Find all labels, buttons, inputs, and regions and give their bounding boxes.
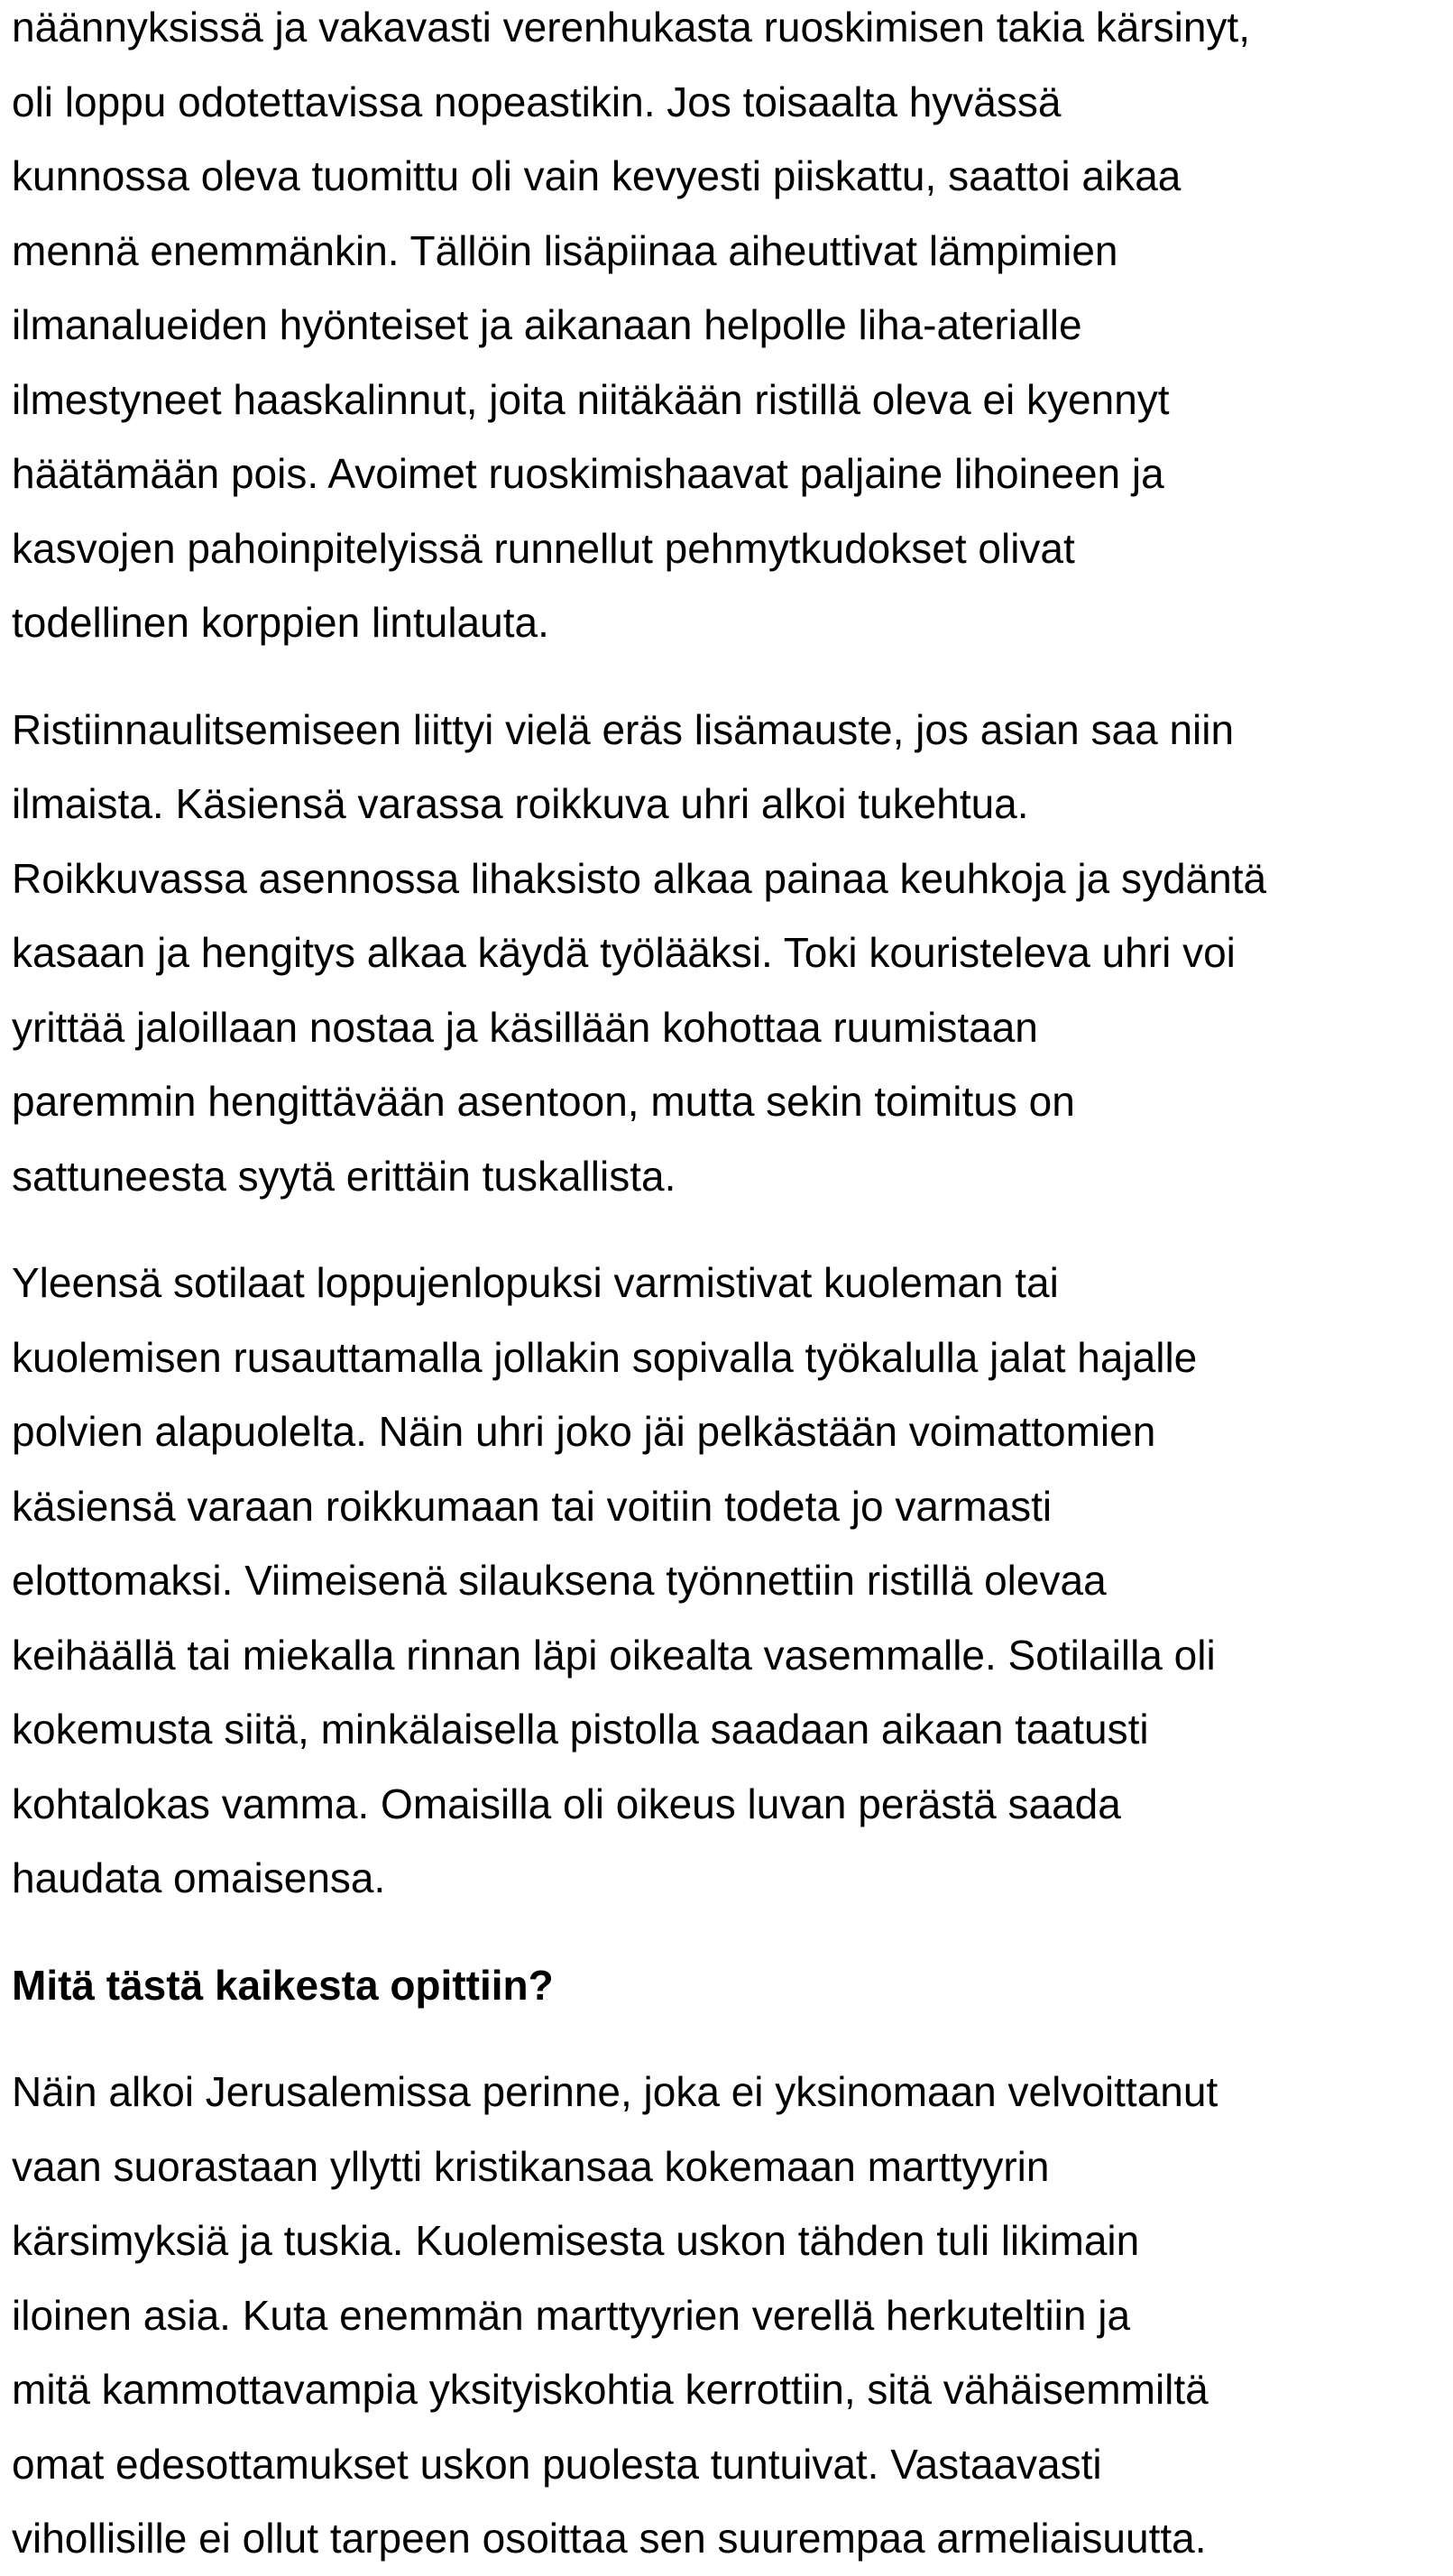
text-line: vihollisille ei ollut tarpeen osoittaa sen suurempaa armeliaisuutta. <box>12 2515 1207 2562</box>
text-line: ilmanalueiden hyönteiset ja aikanaan helpolle liha-aterialle <box>12 301 1082 348</box>
text-line: kasvojen pahoinpitelyissä runnellut pehmytkudokset olivat <box>12 524 1075 572</box>
text-line: kunnossa oleva tuomittu oli vain kevyesti piiskattu, saattoi aikaa <box>12 152 1182 199</box>
text-line: yrittää jaloillaan nostaa ja käsillään kohottaa ruumistaan <box>12 1003 1038 1051</box>
text-line: vaan suorastaan yllytti kristikansaa kokemaan marttyyrin <box>12 2142 1050 2190</box>
paragraph-3 <box>12 1246 1446 1916</box>
text-line: polvien alapuolelta. Näin uhri joko jäi pelkästään voimattomien <box>12 1408 1156 1455</box>
text-line: sattuneesta syytä erittäin tuskallista. <box>12 1152 676 1200</box>
article-body <box>12 0 1446 2576</box>
section-heading: Mitä tästä kaikesta opittiin? <box>12 1961 554 2009</box>
text-line: haudata omaisensa. <box>12 1854 386 1901</box>
paragraph-1 <box>12 0 1446 660</box>
text-line: Yleensä sotilaat loppujenlopuksi varmistivat kuoleman tai <box>12 1259 1059 1306</box>
text-line: häätämään pois. Avoimet ruoskimishaavat paljaine lihoineen ja <box>12 450 1164 497</box>
text-line: paremmin hengittävään asentoon, mutta sekin toimitus on <box>12 1078 1075 1125</box>
text-line: ilmestyneet haaskalinnut, joita niitäkään ristillä oleva ei kyennyt <box>12 375 1170 423</box>
text-line: kohtalokas vamma. Omaisilla oli oikeus luvan perästä saada <box>12 1780 1121 1827</box>
text-line: oli loppu odotettavissa nopeastikin. Jos toisaalta hyvässä <box>12 78 1062 125</box>
text-line: näännyksissä ja vakavasti verenhukasta ruoskimisen takia kärsinyt, <box>12 4 1250 51</box>
text-line: todellinen korppien lintulauta. <box>12 599 549 646</box>
text-line: mennä enemmänkin. Tällöin lisäpiinaa aiheuttivat lämpimien <box>12 226 1118 274</box>
text-line: käsiensä varaan roikkumaan tai voitiin todeta jo varmasti <box>12 1482 1053 1530</box>
text-line: Näin alkoi Jerusalemissa perinne, joka ei yksinomaan velvoittanut <box>12 2068 1218 2115</box>
text-line: kärsimyksiä ja tuskia. Kuolemisesta uskon tähden tuli likimain <box>12 2217 1140 2264</box>
text-line: Ristiinnaulitsemiseen liittyi vielä eräs lisämauste, jos asian saa niin <box>12 705 1235 753</box>
text-line: kasaan ja hengitys alkaa käydä työlääksi. Toki kouristeleva uhri voi <box>12 929 1236 976</box>
text-line: iloinen asia. Kuta enemmän marttyyrien verellä herkuteltiin ja <box>12 2291 1131 2339</box>
text-line: omat edesottamukset uskon puolesta tuntuivat. Vastaavasti <box>12 2440 1102 2488</box>
paragraph-2 <box>12 693 1446 1214</box>
text-line: keihäällä tai miekalla rinnan läpi oikealta vasemmalle. Sotilailla oli <box>12 1631 1216 1679</box>
text-line: kuolemisen rusauttamalla jollakin sopivalla työkalulla jalat hajalle <box>12 1333 1198 1381</box>
text-line: Roikkuvassa asennossa lihaksisto alkaa painaa keuhkoja ja sydäntä <box>12 854 1267 902</box>
text-line: mitä kammottavampia yksityiskohtia kerrottiin, sitä vähäisemmiltä <box>12 2366 1209 2413</box>
text-line: kokemusta siitä, minkälaisella pistolla saadaan aikaan taatusti <box>12 1706 1149 1753</box>
text-line: ilmaista. Käsiensä varassa roikkuva uhri alkoi tukehtua. <box>12 780 1029 827</box>
text-line: elottomaksi. Viimeisenä silauksena työnnettiin ristillä olevaa <box>12 1557 1107 1604</box>
paragraph-4 <box>12 2055 1446 2576</box>
